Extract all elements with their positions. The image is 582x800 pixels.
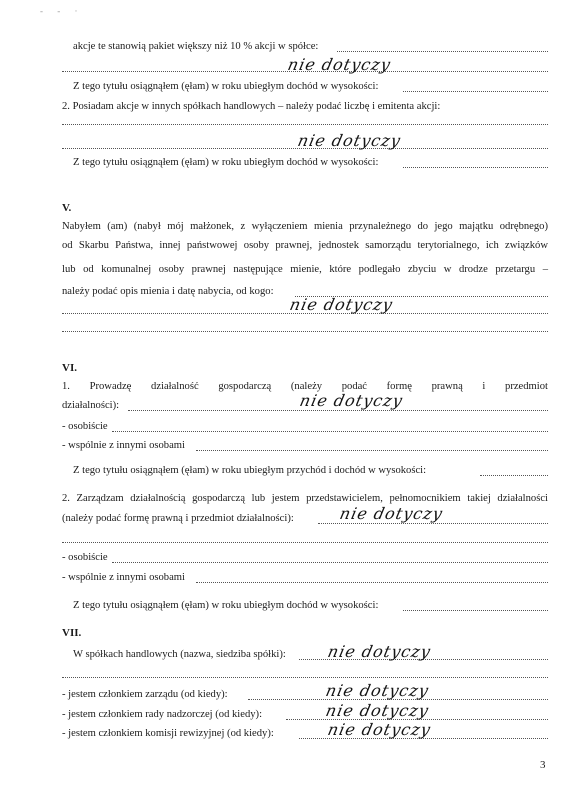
dotted-line	[403, 91, 548, 92]
section-vii-heading: VII.	[62, 627, 82, 639]
business-activity-word: i	[482, 381, 486, 392]
dotted-line	[196, 582, 548, 583]
dotted-line	[112, 431, 548, 432]
page-number: 3	[540, 759, 546, 771]
business-activity-word: Prowadzę	[89, 381, 132, 392]
business-activity-word: (należy	[290, 381, 323, 392]
income-label: Z tego tytułu osiągnąłem (ęłam) w roku ubiegłym dochód w wysokości:	[73, 81, 379, 92]
dotted-line	[62, 331, 548, 332]
handwritten-entry: nie dotyczy	[298, 391, 405, 410]
board-member-label: - jestem członkiem zarządu (od kiedy):	[62, 689, 228, 700]
dotted-line	[196, 450, 548, 451]
dotted-line	[403, 167, 548, 168]
dotted-line	[62, 542, 548, 543]
dotted-line	[62, 124, 548, 125]
section-v-text-line: od Skarbu Państwa, innej państwowej osoby prawnej, jednostek samorządu terytorialnego, ich związków	[62, 240, 548, 251]
business-activity-word: działalność	[151, 381, 199, 392]
dotted-line	[112, 562, 548, 563]
business-activity-word: 1.	[62, 381, 70, 392]
section-v-text-line: lub od komunalnej osoby prawnej następujące mienie, które podlegało zbyciu w drodze przetargu –	[62, 264, 548, 275]
dotted-line	[318, 523, 548, 524]
dotted-line	[62, 677, 548, 678]
section-v-heading: V.	[62, 202, 72, 214]
business-activity-word: formę	[386, 381, 412, 392]
dotted-line	[403, 610, 548, 611]
shares-over-10-percent-label: akcje te stanowią pakiet większy niż 10 % akcji w spółce:	[73, 41, 319, 52]
jointly-label: - wspólnie z innymi osobami	[62, 572, 185, 583]
personally-label: - osobiście	[62, 552, 108, 563]
jointly-label: - wspólnie z innymi osobami	[62, 440, 185, 451]
handwritten-entry: nie dotyczy	[286, 55, 393, 74]
section-vi-heading: VI.	[62, 362, 77, 374]
supervisory-board-label: - jestem członkiem rady nadzorczej (od kiedy):	[62, 709, 263, 720]
section-v-text-line: Nabyłem (am) (nabył mój małżonek, z wyłączeniem mienia przynależnego do jego majątku odrębnego)	[62, 221, 548, 232]
dotted-line	[128, 410, 548, 411]
personally-label: - osobiście	[62, 421, 108, 432]
other-shares-label: 2. Posiadam akcje w innych spółkach handlowych – należy podać liczbę i emitenta akcji:	[62, 101, 441, 112]
income-label: Z tego tytułu osiągnąłem (ęłam) w roku ubiegłym dochód w wysokości:	[73, 157, 379, 168]
scan-corner-marks: - - ·	[40, 6, 84, 16]
handwritten-entry: nie dotyczy	[326, 720, 433, 739]
revenue-income-label: Z tego tytułu osiągnąłem (ęłam) w roku ubiegłym przychód i dochód w wysokości:	[73, 465, 427, 476]
manage-business-label: 2. Zarządzam działalnością gospodarczą lub jestem przedstawicielem, pełnomocnikiem takiej działalności	[62, 493, 548, 504]
handwritten-entry: nie dotyczy	[288, 295, 395, 314]
handwritten-entry: nie dotyczy	[324, 681, 431, 700]
dotted-line	[480, 475, 548, 476]
business-activity-word: przedmiot	[505, 381, 548, 392]
manage-business-continuation: (należy podać formę prawną i przedmiot działalności):	[62, 513, 294, 524]
business-activity-word: gospodarczą	[218, 381, 272, 392]
section-v-text-line: należy podać opis mienia i datę nabycia, od kogo:	[62, 286, 274, 297]
companies-label: W spółkach handlowych (nazwa, siedziba spółki):	[73, 649, 286, 660]
business-activity-word: podać	[341, 381, 368, 392]
handwritten-entry: nie dotyczy	[324, 701, 431, 720]
dotted-line	[337, 51, 548, 52]
business-activity-continuation: działalności):	[62, 400, 120, 411]
income-label: Z tego tytułu osiągnąłem (ęłam) w roku ubiegłym dochód w wysokości:	[73, 600, 379, 611]
audit-committee-label: - jestem członkiem komisji rewizyjnej (od kiedy):	[62, 728, 274, 739]
handwritten-entry: nie dotyczy	[338, 504, 445, 523]
business-activity-word: prawną	[431, 381, 463, 392]
handwritten-entry: nie dotyczy	[326, 642, 433, 661]
handwritten-entry: nie dotyczy	[296, 131, 403, 150]
